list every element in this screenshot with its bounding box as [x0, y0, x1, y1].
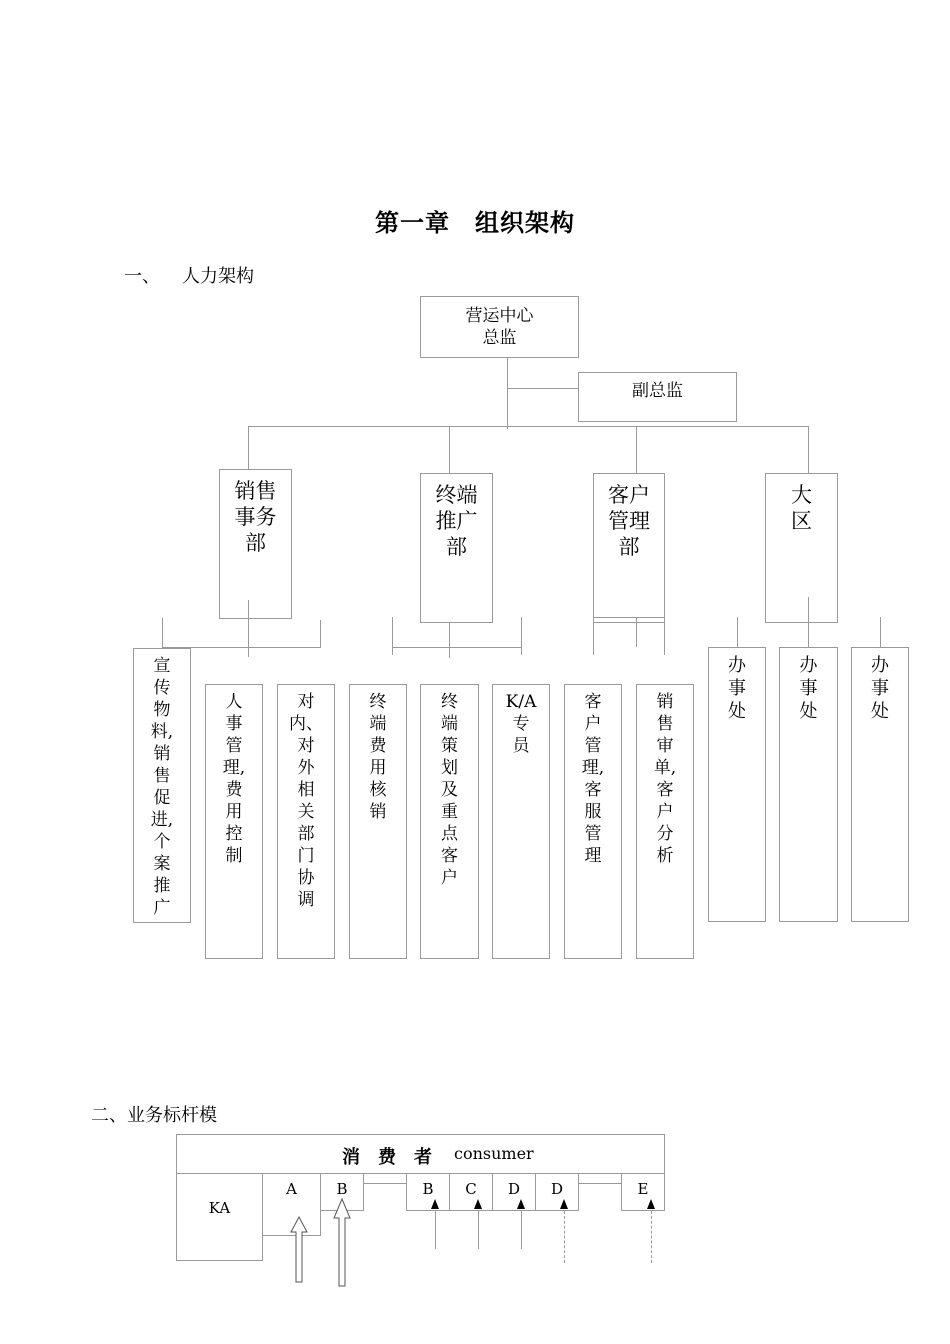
connector-line: [507, 388, 579, 389]
dept-customer-management: 客户 管理 部: [593, 473, 665, 623]
connector-line: [880, 617, 881, 648]
function-box: 终 端 策 划 及 重 点 客 户: [420, 684, 479, 959]
office-box: 办 事 处: [779, 647, 838, 922]
channel-box-b2: B: [406, 1173, 450, 1211]
channel-box-b: B: [320, 1173, 364, 1211]
connector-line: [808, 597, 809, 648]
connector-line: [664, 617, 665, 655]
function-box: 人 事 管 理, 费 用 控 制: [205, 684, 263, 959]
channel-box-c: C: [449, 1173, 493, 1211]
deputy-director-box: 副总监: [578, 372, 737, 422]
connector-line: [162, 618, 163, 649]
function-box: 宣 传 物 料, 销 售 促 进, 个 案 推 广: [133, 648, 191, 923]
dashed-arrow-line: [651, 1211, 652, 1263]
connector-line: [808, 426, 809, 474]
consumer-box: [176, 1134, 665, 1174]
connector-line: [449, 622, 450, 658]
connector-line: [521, 617, 522, 655]
channel-box-d: D: [492, 1173, 536, 1211]
arrow-up-icon: [517, 1199, 525, 1209]
ka-box: KA: [176, 1173, 263, 1261]
arrow-up-icon: [647, 1199, 655, 1209]
channel-box-a: A: [262, 1173, 321, 1236]
function-box: 销 售 审 单, 客 户 分 析: [636, 684, 694, 959]
function-box: 对 内、 对 外 相 关 部 门 协 调: [277, 684, 335, 959]
channel-box-d2: D: [535, 1173, 579, 1211]
function-box: 终 端 费 用 核 销: [349, 684, 407, 959]
arrow-up-icon: [560, 1199, 568, 1209]
section-title: 人力架构: [182, 266, 254, 287]
hollow-arrow-up-icon: [333, 1198, 351, 1288]
office-box: 办 事 处: [708, 647, 766, 922]
dashed-arrow-line: [564, 1211, 565, 1263]
director-box: 营运中心 总监: [420, 296, 579, 358]
section2-title: 二、业务标杆模: [91, 1105, 217, 1126]
connector-line: [737, 617, 738, 648]
arrow-line: [478, 1211, 479, 1249]
connector-line: [248, 600, 249, 657]
connector-line: [636, 426, 637, 474]
dept-terminal-promotion: 终端 推广 部: [420, 473, 493, 623]
arrow-up-icon: [474, 1199, 482, 1209]
section-number: 一、: [124, 266, 160, 287]
arrow-up-icon: [431, 1199, 439, 1209]
connector-line: [392, 647, 522, 648]
hollow-arrow-up-icon: [290, 1216, 308, 1284]
function-box: K/A 专 员: [492, 684, 550, 959]
connector-line: [248, 426, 809, 427]
connector-line: [593, 617, 665, 618]
connector-line: [593, 617, 594, 655]
arrow-line: [521, 1211, 522, 1249]
consumer-label-en: consumer: [454, 1144, 534, 1163]
chapter-title: 第一章 组织架构: [375, 208, 575, 237]
connector-line: [320, 620, 321, 648]
office-box: 办 事 处: [851, 647, 909, 922]
dept-region: 大 区: [765, 473, 838, 623]
connector-line: [507, 357, 508, 429]
function-box: 客 户 管 理, 客 服 管 理: [564, 684, 622, 959]
connector-line: [636, 617, 637, 647]
consumer-label-cn: 消 费 者: [342, 1147, 432, 1168]
connector-line: [363, 1183, 407, 1184]
dept-sales-affairs: 销售 事务 部: [219, 469, 292, 619]
connector-line: [449, 426, 450, 474]
connector-line: [248, 426, 249, 470]
channel-box-e: E: [621, 1173, 665, 1211]
arrow-line: [435, 1211, 436, 1249]
connector-line: [578, 1183, 622, 1184]
connector-line: [392, 617, 393, 655]
